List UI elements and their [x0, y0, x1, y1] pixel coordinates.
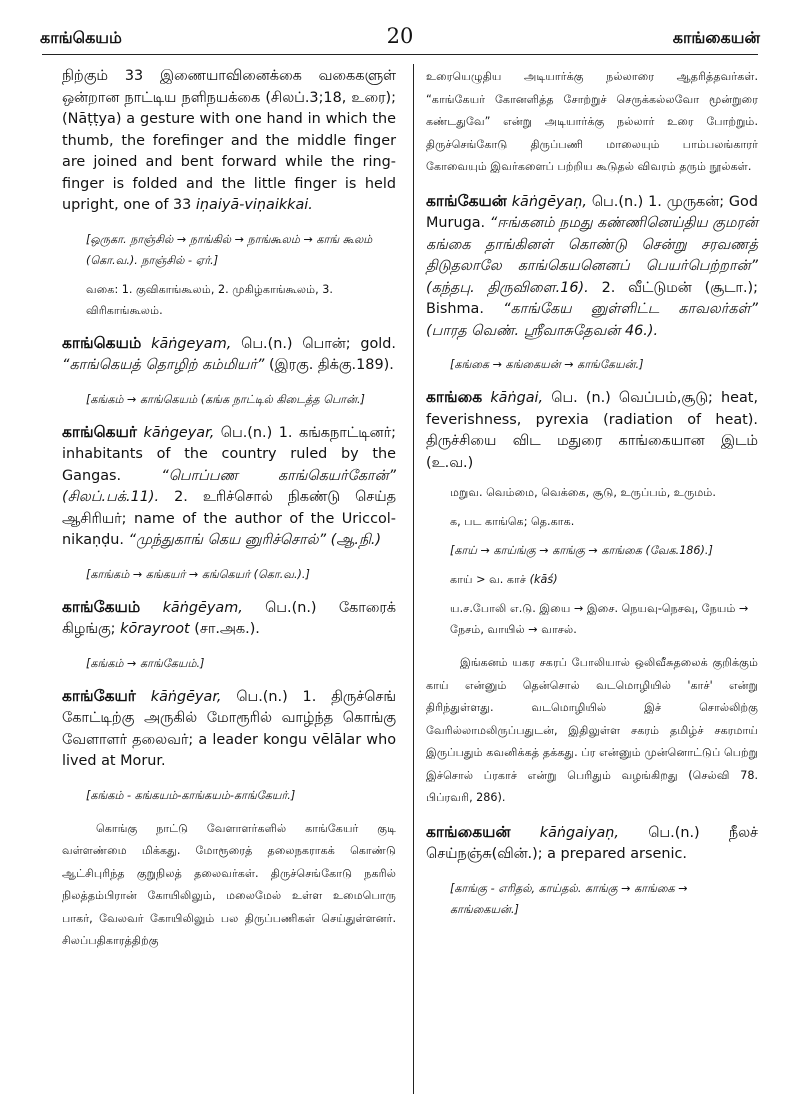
entry-quotation: “ஈங்கனம் நமது கண்ணினெய்திய குமரன் கங்கை தாங்கினள் கொண்டு சென்று சரவணத் திடுதலாலே காங்கெயனெனப் பெயர்பெற்றான்”	[426, 215, 758, 274]
entry-source-2: (ஆ.நி.)	[330, 532, 382, 548]
guide-word-left: காங்கெயம்	[40, 28, 122, 47]
entry-cognates: க, பட காங்கெ; தெ.காக.	[450, 515, 575, 528]
entry-etymology: [கங்கை → கங்கையன் → காங்கேயன்.]	[450, 358, 644, 371]
entry-kangeyan	[426, 191, 758, 376]
intro-types-note: வகை: 1. குவிகாங்கூலம், 2. முகிழ்காங்கூலம், 3. விரிகாங்கூலம்.	[86, 282, 333, 317]
entry-definition-2: 2. உரிச்சொல் நிகண்டு செய்த ஆசிரியர்; name of the author of the Uriccol-nikaṇḍu.	[62, 489, 396, 548]
entry-headword: காங்கெயர்	[62, 422, 137, 441]
entry-transliteration: kāṅgaiyaṇ,	[539, 824, 619, 841]
entry-quotation-2: “முந்துகாங் கெய னுரிச்சொல்”	[128, 532, 327, 548]
entry-kangaiyan	[426, 822, 758, 920]
entry-etymology: [கங்கம் → காங்கெயம் (கங்க நாட்டில் கிடைத்த பொன்.]	[86, 392, 365, 406]
column-divider	[413, 64, 414, 1094]
entry-definition: பெ.(n.) 1. கங்கநாட்டினர்; inhabitants of the country ruled by the Gangas.	[62, 424, 396, 484]
entry-kangeyar-2	[62, 686, 396, 953]
entry-source: (கந்தபு. திருவிளை.16).	[426, 279, 589, 296]
guide-word-right: காங்கையன்	[672, 28, 760, 47]
entry-definition-2: 2. வீட்டுமன் (சூடா.); Bishma.	[426, 279, 758, 317]
entry-source: (இரகு. திக்கு.189).	[268, 357, 394, 373]
intro-tail: iṇaiyā-viṇaikkai.	[195, 197, 313, 213]
right-column	[426, 66, 758, 920]
entry-transliteration: kāṅgēyar,	[150, 688, 222, 705]
entry-kangai	[426, 387, 758, 810]
etymology-sanskrit: காய் > வ. காச்	[450, 573, 527, 586]
entry-definition: பெ.(n.) 1. திருச்செங் கோட்டிற்கு அருகில் மோரூரில் வாழ்ந்த கொங்கு வேளாளர் தலைவர்; a leader kongu vēlālar who lived at Morur.	[62, 688, 396, 769]
entry-headword: காங்கையன்	[426, 822, 511, 841]
entry-transliteration: kāṅgeyam,	[151, 335, 232, 352]
entry-quotation: “காங்கெயத் தொழிற் கம்மியர்”	[62, 357, 265, 373]
entry-etymology: [காங்கம் → கங்கயர் → கங்கெயர் (கொ.வ.).]	[86, 567, 310, 581]
entry-definition: பெ.(n.) பொன்; gold.	[241, 335, 397, 352]
left-column	[62, 66, 396, 953]
entry-kangeyar	[62, 422, 396, 585]
entry-transliteration: kāṅgai,	[490, 390, 544, 406]
entry-headword: காங்கை	[426, 388, 483, 406]
entry-kangeyam	[62, 333, 396, 410]
entry-etymology: [கங்கம் - கங்கயம்-காங்கயம்-காங்கேயர்.]	[86, 788, 296, 802]
entry-etymology-2	[426, 569, 758, 590]
entry-definition: பெ. (n.) வெப்பம்,சூடு; heat, feverishness, pyrexia (radiation of heat). திருச்சியை விட மதுரை காங்கையான இடம் (உ.வ.)	[426, 390, 759, 471]
entry-transliteration: kāṅgēyaṇ,	[511, 193, 587, 210]
etymology-sanskrit-translit: (kāś)	[529, 573, 558, 586]
intro-text: நிற்கும் 33 இணையாவினைக்கை வகைகளுள் ஒன்றான நாட்டிய நளிநயக்கை (சிலப்.3;18, உரை); (Nāṭṭya) a gesture with one hand in which the thumb, the forefinger and the middle finger are joined and bent forward while the ring-finger is folded and the little finger is held upright, one of 33	[62, 68, 396, 213]
entry-etymology: [காங்கு - எரிதல், காய்தல். காங்கு → காங்கை → காங்கையன்.]	[450, 881, 688, 916]
entry-english-gloss: kōrayroot	[120, 621, 190, 637]
entry-source: (சா.அக.).	[194, 621, 260, 637]
entry-headword: காங்கேயர்	[62, 686, 136, 705]
entry-paragraph: கொங்கு நாட்டு வேளாளர்களில் காங்கேயர் குடி வள்ளண்மை மிக்கது. மோரூரைத் தலைநகராகக் கொண்டு ஆட்சிபுரிந்த குறுநிலத் தலைவர்கள். திருச்செங்கோடு நகரில் நிலத்தம்பிரான் கோயிலிலும், மலைமேல் உள்ள உமைபொரு பாகர், வேலவர் கோயிலிலும் பல திருப்பணிகள் செய்துள்ளனர். சிலப்பதிகாரத்திற்கு	[62, 821, 396, 947]
entry-etymology: [காய் → காய்ங்கு → காங்கு → காங்கை (வேக.186).]	[450, 544, 713, 557]
continuation-paragraph: உரையெழுதிய அடியார்க்கு நல்லாரை ஆதரித்தவர்கள். “காங்கேயர் கோனளித்த சோற்றுச் செருக்கல்லவோ மூன்றுரை கண்டதுவே” என்று அடியார்க்கு நல்லார் உரை போற்றும். திருச்செங்கோடு திருப்பணி மாலையும் பாம்பலங்காரர் கோவையும் இவர்களைப் பற்றிய கூடுதல் விவரம் தரும் நூல்கள்.	[426, 70, 758, 173]
intro-etymology: [ஒருகா. நாஞ்சில் → நாங்கில் → நாங்கூலம் → காங் கூலம் (கொ.வ.). நாஞ்சில் - ஏர்.]	[86, 232, 373, 267]
running-head	[40, 24, 760, 54]
entry-ya-sa-note: ய.ச.போலி எ.டு. இயை → இசை. நெயவு-நெசவு, நேயம் → நேசம், வாயில் → வாசல்.	[450, 602, 749, 636]
entry-headword: காங்கேயம்	[62, 597, 141, 616]
entry-quotation: “பொப்பண காங்கெயர்கோன்”	[161, 467, 396, 484]
header-rule	[42, 54, 758, 55]
entry-transliteration: kāṅgeyar,	[143, 424, 215, 441]
entry-etymology: [கங்கம் → காங்கேயம்.]	[86, 656, 205, 670]
intro-paragraph	[62, 66, 396, 217]
entry-definition: பெ.(n.) நீலச் செய்நஞ்சு(வின்.); a prepared arsenic.	[426, 824, 758, 862]
entry-transliteration: kāṅgēyam,	[162, 599, 243, 616]
entry-headword: காங்கெயம்	[62, 333, 142, 352]
entry-source-2: (பாரத வெண். ஸ்ரீவாசுதேவன் 46.).	[426, 322, 659, 339]
entry-synonyms: மறுவ. வெம்மை, வெக்கை, சூடு, உருப்பம், உருமம்.	[450, 486, 716, 499]
entry-definition: பெ.(n.) 1. முருகன்; God Muruga.	[426, 193, 758, 231]
entry-paragraph: இங்கனம் யகர சகரப் போலியால் ஒலிவீசுதலைக் குறிக்கும் காய் என்னும் தென்சொல் வடமொழியில் 'காச்' என்று திரிந்துள்ளது. வடமொழியில் இச் சொல்லிற்கு வேரில்லாமலிருப்பதுடன், இதிலுள்ள சகரம் தமிழ்ச் சகரமாய் இருப்பதும் கவனிக்கத் தக்கது. ப்ர என்னும் முன்னொட்டுப் பெற்று இச்சொல் ப்ரகாச் என்று பெரிதும் வழங்கிறது (செல்வி 78. பிப்ரவரி, 286).	[426, 656, 758, 804]
entry-headword: காங்கேயன்	[426, 191, 507, 210]
page-number: 20	[386, 24, 414, 48]
entry-definition: பெ.(n.) கோரைக் கிழங்கு;	[62, 599, 397, 637]
entry-kangeyam-2	[62, 597, 396, 674]
entry-quotation-2: “காங்கேய னுள்ளிட்ட காவலர்கள்”	[503, 301, 759, 317]
entry-source: (சிலப்.பக்.11).	[62, 489, 160, 505]
